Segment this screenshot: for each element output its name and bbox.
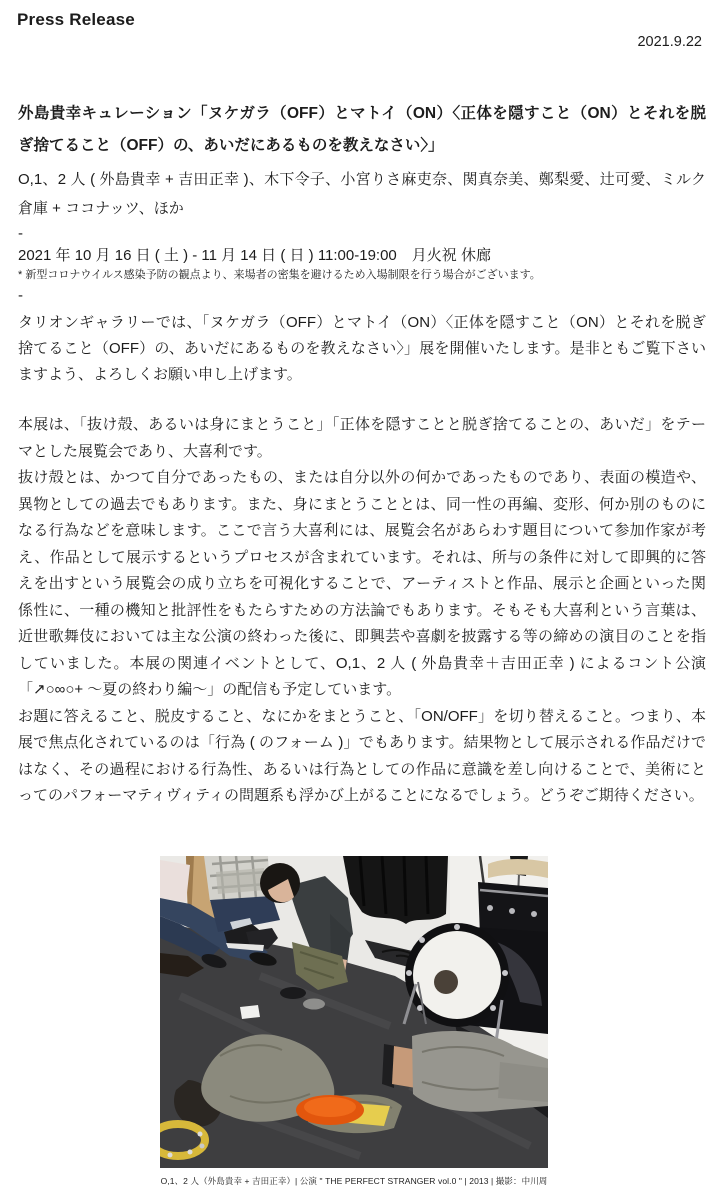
release-date: 2021.9.22 — [637, 34, 702, 50]
photo-caption: O,1、2 人（外島貴幸 + 吉田正幸）| 公演 " THE PERFECT STRANGER vol.0 " | 2013 | 撮影：中川周 — [160, 1176, 548, 1186]
exhibition-schedule: 2021 年 10 月 16 日 ( 土 ) - 11 月 14 日 ( 日 ) 11:00-19:00 月火祝 休廊 — [18, 247, 491, 264]
separator-dash-1: - — [18, 225, 23, 242]
exhibition-photo-figure — [160, 856, 548, 1187]
audience-figures — [160, 856, 280, 977]
artist-list: O,1、2 人 ( 外島貴幸 + 吉田正幸 )、木下令子、小宮りさ麻吏奈、関真奈美、鄭梨愛、辻可愛、ミルク倉庫 + ココナッツ、ほか — [18, 171, 706, 217]
intro-paragraph: タリオンギャラリーでは、「ヌケガラ（OFF）とマトイ（ON）〈正体を隠すこと（ON）とそれを脱ぎ捨てること（OFF）の、あいだにあるものを教えなさい〉」展を開催いたします。是非ともご覧下さいますよう、よろしくお願い申し上げます。 — [18, 314, 706, 383]
body-paragraph-3: お題に答えること、脱皮すること、なにかをまとうこと、「ON/OFF」を切り替えること。つまり、本展で焦点化されているのは「行為 ( のフォーム )」でもあります。結果物として展示される作品だけではなく、その過程における行為性、あるいは行為としての作品に意識を差し向けることで、美術にとってのパフォーマティヴィティの問題系も浮かび上がることになるでしょう。どうぞご期待ください。 — [18, 707, 706, 804]
press-release-label: Press Release — [17, 10, 135, 29]
paper-scrap — [240, 1005, 260, 1019]
covid-note: * 新型コロナウイルス感染予防の観点より、来場者の密集を避けるため入場制限を行う場合がございます。 — [18, 269, 541, 281]
body-paragraph-2: 抜け殻とは、かつて自分であったもの、または自分以外の何かであったものであり、表面の模造や、異物としての過去でもあります。また、身にまとうこととは、同一性の再編、変形、何か別のものになる行為などを意味します。ここで言う大喜利には、展覧会名があらわす題目について参加作家が考え、作品として展示するというプロセスが含まれています。それは、所与の条件に対して即興的に答えを出すという展覧会の成り立ちを可視化することで、アーティストと作品、展示と企画といった関係性に、一種の機知と批評性をもたらすための方法論でもあります。そもそも大喜利という言葉は、近世歌舞伎においては主な公演の終わった後に、即興芸や喜劇を披露する等の締めの演目のことを指していました。本展の関連イベントとして、O,1、2 人 ( 外島貴幸＋吉田正幸 ) によるコント公演「↗○∞○+ 〜夏の終わり編〜」の配信も予定しています。 — [18, 469, 706, 698]
release-body — [18, 98, 706, 810]
exhibition-photo — [160, 856, 548, 1168]
exhibition-title: 外島貴幸キュレーション「ヌケガラ（OFF）とマトイ（ON）〈正体を隠すこと（ON）とそれを脱ぎ捨てること（OFF）の、あいだにあるものを教えなさい〉」 — [18, 105, 706, 154]
body-paragraph-1: 本展は、「抜け殻、あるいは身にまとうこと」「正体を隠すことと脱ぎ捨てることの、あいだ」をテーマとした展覧会であり、大喜利です。 — [18, 416, 706, 460]
separator-dash-2: - — [18, 287, 23, 304]
